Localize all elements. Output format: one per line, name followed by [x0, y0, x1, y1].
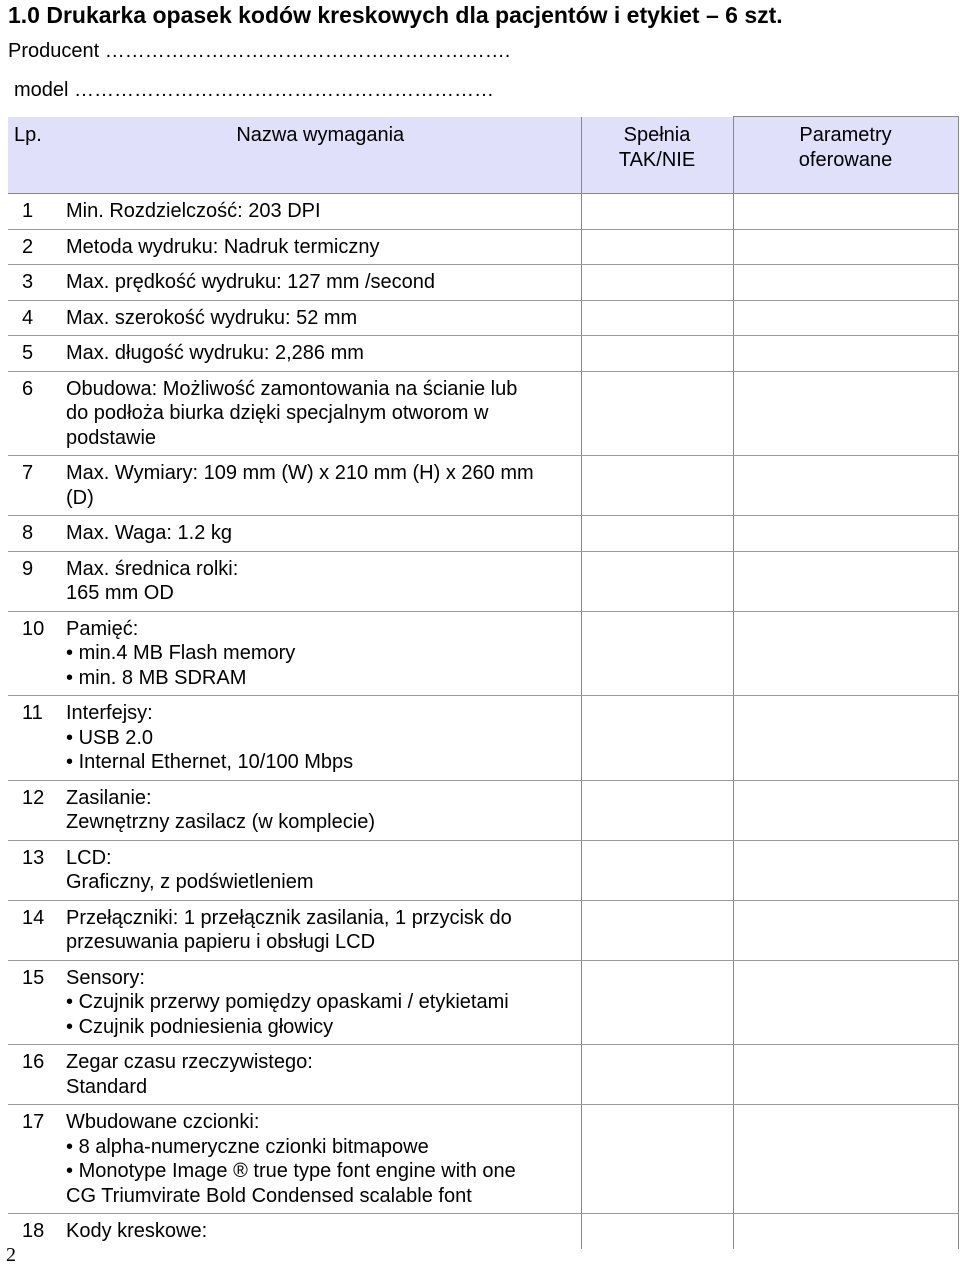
row-number: 3: [8, 265, 60, 301]
requirement-cell: [60, 840, 581, 900]
requirement-text: podstawie: [66, 426, 157, 449]
offered-params-cell[interactable]: [733, 516, 958, 552]
requirement-cell: [60, 960, 581, 1045]
table-row: [8, 551, 958, 611]
row-number: 4: [8, 300, 60, 336]
requirement-text: Interfejsy:: [66, 702, 153, 724]
offered-params-cell[interactable]: [733, 696, 958, 781]
requirement-text: Kody kreskowe:: [66, 1220, 208, 1242]
fulfills-answer-cell[interactable]: [581, 194, 733, 230]
requirement-cell: [60, 229, 581, 265]
producer-line: Producent …………………………………………………….: [8, 40, 511, 62]
header-params-line2: oferowane: [798, 149, 893, 171]
requirement-text: Max. Waga: 1.2 kg: [66, 522, 232, 544]
requirement-cell: [60, 456, 581, 516]
fulfills-answer-cell[interactable]: [581, 1214, 733, 1249]
requirement-text: Max. średnica rolki:: [66, 557, 239, 580]
header-offered-params: [733, 117, 958, 194]
offered-params-cell[interactable]: [733, 194, 958, 230]
requirement-text: Graficzny, z podświetleniem: [66, 871, 314, 893]
fulfills-answer-cell[interactable]: [581, 780, 733, 840]
table-header-row: [8, 117, 958, 194]
requirement-text: Max. prędkość wydruku: 127 mm /second: [66, 271, 436, 293]
requirement-text: Zewnętrzny zasilacz (w komplecie): [66, 811, 375, 833]
requirement-cell: [60, 900, 581, 960]
offered-params-cell[interactable]: [733, 1214, 958, 1249]
requirement-cell: [60, 516, 581, 552]
fulfills-answer-cell[interactable]: [581, 551, 733, 611]
requirement-text: Przełączniki: 1 przełącznik zasilania, 1 przycisk do: [66, 906, 512, 929]
requirement-text: Obudowa: Możliwość zamontowania na ścianie lub: [66, 377, 518, 400]
requirement-text: przesuwania papieru i obsługi LCD: [66, 931, 376, 953]
header-lp: Lp.: [8, 117, 60, 194]
table-row: [8, 780, 958, 840]
row-number: 17: [8, 1105, 60, 1214]
offered-params-cell[interactable]: [733, 900, 958, 960]
requirement-cell: [60, 696, 581, 781]
table-row: [8, 456, 958, 516]
requirement-cell: [60, 194, 581, 230]
header-fulfills-line2: TAK/NIE: [618, 148, 696, 171]
header-params-line1: Parametry: [799, 124, 892, 146]
table-row: [8, 1045, 958, 1105]
row-number: 1: [8, 194, 60, 230]
requirement-text: Standard: [66, 1075, 148, 1098]
table-row: [8, 229, 958, 265]
requirement-text: Min. Rozdzielczość: 203 DPI: [66, 200, 321, 222]
requirement-cell: [60, 336, 581, 372]
offered-params-cell[interactable]: [733, 456, 958, 516]
table-row: [8, 840, 958, 900]
requirement-text: Zasilanie:: [66, 786, 152, 809]
requirement-cell: [60, 265, 581, 301]
fulfills-answer-cell[interactable]: [581, 336, 733, 372]
header-fulfills: [581, 117, 733, 194]
requirement-text: (D): [66, 486, 94, 509]
fulfills-answer-cell[interactable]: [581, 300, 733, 336]
offered-params-cell[interactable]: [733, 265, 958, 301]
fulfills-answer-cell[interactable]: [581, 265, 733, 301]
table-row: [8, 336, 958, 372]
requirement-text: CG Triumvirate Bold Condensed scalable font: [66, 1184, 472, 1207]
row-number: 14: [8, 900, 60, 960]
table-body: [8, 194, 958, 1249]
offered-params-cell[interactable]: [733, 611, 958, 696]
requirement-bullet-item: • Monotype Image ® true type font engine with one: [66, 1159, 581, 1184]
requirement-bullet-item: • Czujnik podniesienia głowicy: [66, 1015, 581, 1040]
requirement-bullet-item: • 8 alpha-numeryczne czionki bitmapowe: [66, 1135, 581, 1160]
requirements-table: [8, 116, 959, 1249]
requirement-text: do podłoża biurka dzięki specjalnym otworom w: [66, 402, 489, 424]
offered-params-cell[interactable]: [733, 1105, 958, 1214]
requirement-bullet-item: • Czujnik przerwy pomiędzy opaskami / etykietami: [66, 990, 581, 1015]
fulfills-answer-cell[interactable]: [581, 840, 733, 900]
fulfills-answer-cell[interactable]: [581, 1045, 733, 1105]
table-row: [8, 371, 958, 456]
requirement-cell: [60, 300, 581, 336]
fulfills-answer-cell[interactable]: [581, 229, 733, 265]
requirement-cell: [60, 371, 581, 456]
offered-params-cell[interactable]: [733, 336, 958, 372]
table-row: [8, 194, 958, 230]
requirement-text: Pamięć:: [66, 617, 139, 640]
row-number: 16: [8, 1045, 60, 1105]
requirement-bullet-item: • min.4 MB Flash memory: [66, 641, 581, 666]
requirement-text: Zegar czasu rzeczywistego:: [66, 1051, 313, 1073]
row-number: 12: [8, 780, 60, 840]
requirement-text: Metoda wydruku: Nadruk termiczny: [66, 235, 380, 258]
offered-params-cell[interactable]: [733, 1045, 958, 1105]
offered-params-cell[interactable]: [733, 371, 958, 456]
fulfills-answer-cell[interactable]: [581, 900, 733, 960]
document-heading: 1.0 Drukarka opasek kodów kreskowych dla pacjentów i etykiet – 6 szt.: [8, 2, 783, 28]
row-number: 2: [8, 229, 60, 265]
offered-params-cell[interactable]: [733, 780, 958, 840]
table-row: [8, 300, 958, 336]
table-row: [8, 1214, 958, 1249]
requirement-cell: [60, 1214, 581, 1249]
requirement-bullet-item: • USB 2.0: [66, 726, 581, 751]
table-row: [8, 696, 958, 781]
fulfills-answer-cell[interactable]: [581, 696, 733, 781]
model-line: model ………………………………………………………: [14, 79, 495, 101]
table-row: [8, 1105, 958, 1214]
requirement-cell: [60, 1105, 581, 1214]
requirement-text: Sensory:: [66, 966, 145, 989]
header-requirement-name: Nazwa wymagania: [60, 117, 581, 194]
fulfills-answer-cell[interactable]: [581, 371, 733, 456]
header-fulfills-line1: Spełnia: [623, 123, 691, 146]
table-row: [8, 265, 958, 301]
row-number: 13: [8, 840, 60, 900]
row-number: 5: [8, 336, 60, 372]
page-number: 2: [6, 1244, 16, 1266]
requirement-text: 165 mm OD: [66, 582, 174, 604]
table-row: [8, 516, 958, 552]
table-row: [8, 900, 958, 960]
requirement-text: Max. długość wydruku: 2,286 mm: [66, 342, 364, 364]
row-number: 6: [8, 371, 60, 456]
offered-params-cell[interactable]: [733, 300, 958, 336]
requirement-bullet-item: • min. 8 MB SDRAM: [66, 666, 581, 691]
requirement-cell: [60, 1045, 581, 1105]
requirement-text: LCD:: [66, 846, 112, 869]
requirement-cell: [60, 551, 581, 611]
offered-params-cell[interactable]: [733, 960, 958, 1045]
fulfills-answer-cell[interactable]: [581, 960, 733, 1045]
row-number: 18: [8, 1214, 60, 1249]
row-number: 11: [8, 696, 60, 781]
row-number: 8: [8, 516, 60, 552]
requirement-cell: [60, 611, 581, 696]
fulfills-answer-cell[interactable]: [581, 516, 733, 552]
requirement-bullet-item: • Internal Ethernet, 10/100 Mbps: [66, 750, 581, 775]
requirement-cell: [60, 780, 581, 840]
requirement-text: Max. szerokość wydruku: 52 mm: [66, 306, 358, 329]
table-row: [8, 611, 958, 696]
requirement-text: Max. Wymiary: 109 mm (W) x 210 mm (H) x 260 mm: [66, 462, 534, 484]
offered-params-cell[interactable]: [733, 229, 958, 265]
row-number: 10: [8, 611, 60, 696]
fulfills-answer-cell[interactable]: [581, 1105, 733, 1214]
row-number: 7: [8, 456, 60, 516]
offered-params-cell[interactable]: [733, 840, 958, 900]
row-number: 9: [8, 551, 60, 611]
offered-params-cell[interactable]: [733, 551, 958, 611]
requirement-text: Wbudowane czcionki:: [66, 1111, 260, 1133]
row-number: 15: [8, 960, 60, 1045]
table-row: [8, 960, 958, 1045]
fulfills-answer-cell[interactable]: [581, 611, 733, 696]
fulfills-answer-cell[interactable]: [581, 456, 733, 516]
